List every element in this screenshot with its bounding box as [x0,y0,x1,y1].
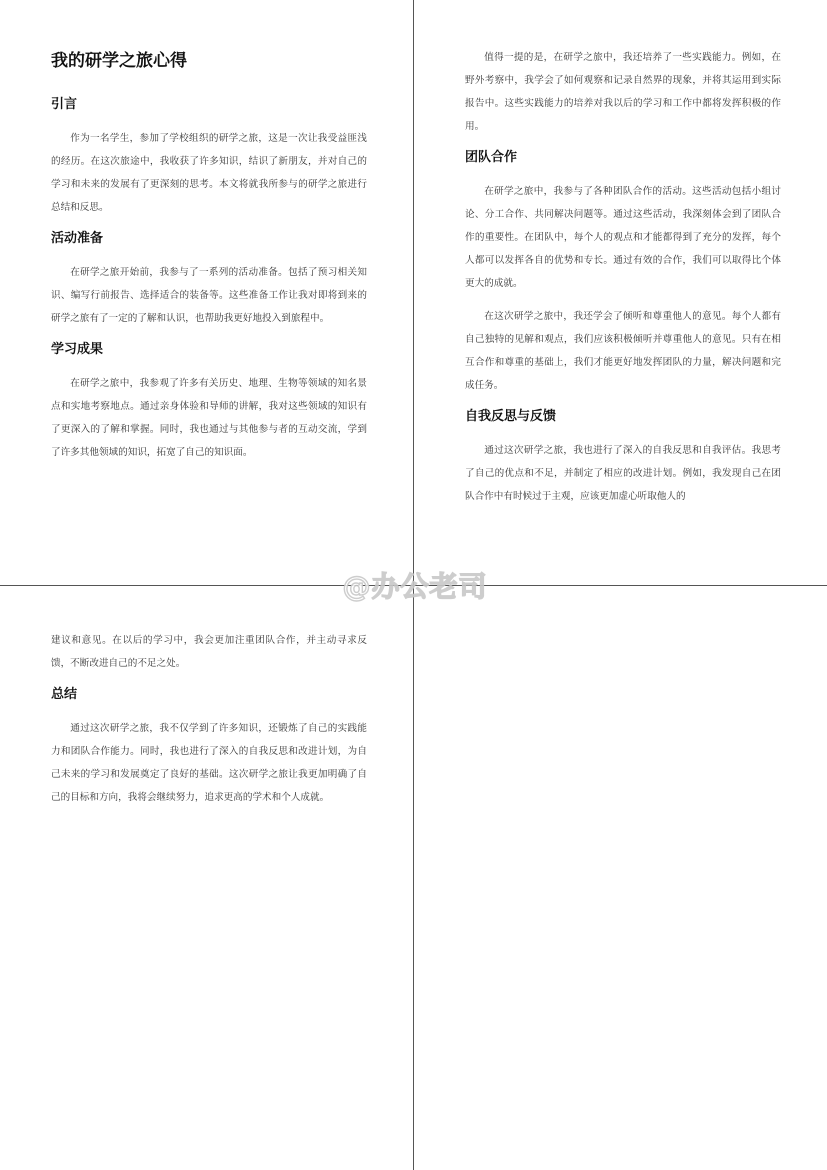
section-heading-teamwork: 团队合作 [465,150,518,165]
page-4-blank [415,587,827,1170]
page-3 [0,587,413,1170]
paragraph-summary-1: 通过这次研学之旅，我不仅学到了许多知识，还锻炼了自己的实践能力和团队合作能力。同时，我也进行了深入的自我反思和改进计划，为自己未来的学习和发展奠定了良好的基础。这次研学之旅让我更加明确了自己的目标和方向，我将会继续努力，追求更高的学术和个人成就。 [51,723,367,803]
paragraph-teamwork-2: 在这次研学之旅中，我还学会了倾听和尊重他人的意见。每个人都有自己独特的见解和观点，我们应该积极倾听并尊重他人的意见。只有在相互合作和尊重的基础上，我们才能更好地发挥团队的力量，解决问题和完成任务。 [465,311,781,391]
section-heading-reflection: 自我反思与反馈 [465,409,557,424]
section-heading-summary: 总结 [51,687,78,702]
page-1 [0,0,413,585]
section-heading-achievements: 学习成果 [51,342,104,357]
paragraph-achievements-1: 在研学之旅中，我参观了许多有关历史、地理、生物等领域的知名景点和实地考察地点。通过亲身体验和导师的讲解，我对这些领域的知识有了更深入的了解和掌握。同时，我也通过与其他参与者的互动交流，学到了许多其他领域的知识，拓宽了自己的知识面。 [51,378,367,458]
paragraph-reflection-continued: 建议和意见。在以后的学习中，我会更加注重团队合作，并主动寻求反馈，不断改进自己的不足之处。 [51,635,367,669]
section-heading-preparation: 活动准备 [51,231,104,246]
paragraph-reflection-1: 通过这次研学之旅，我也进行了深入的自我反思和自我评估。我思考了自己的优点和不足，并制定了相应的改进计划。例如，我发现自己在团队合作中有时候过于主观，应该更加虚心听取他人的 [465,445,781,502]
section-heading-intro: 引言 [51,97,78,112]
watermark: @办公老司 [342,570,488,603]
document-title: 我的研学之旅心得 [51,51,187,71]
page-2 [415,0,827,585]
paragraph-preparation-1: 在研学之旅开始前，我参与了一系列的活动准备。包括了预习相关知识、编写行前报告、选择适合的装备等。这些准备工作让我对即将到来的研学之旅有了一定的了解和认识，也帮助我更好地投入到旅程中。 [51,267,367,324]
paragraph-intro-1: 作为一名学生，参加了学校组织的研学之旅，这是一次让我受益匪浅的经历。在这次旅途中，我收获了许多知识，结识了新朋友，并对自己的学习和未来的发展有了更深刻的思考。本文将就我所参与的研学之旅进行总结和反思。 [51,133,367,213]
paragraph-achievements-2: 值得一提的是，在研学之旅中，我还培养了一些实践能力。例如，在野外考察中，我学会了如何观察和记录自然界的现象，并将其运用到实际报告中。这些实践能力的培养对我以后的学习和工作中都将发挥积极的作用。 [465,52,781,132]
paragraph-teamwork-1: 在研学之旅中，我参与了各种团队合作的活动。这些活动包括小组讨论、分工合作、共同解决问题等。通过这些活动，我深刻体会到了团队合作的重要性。在团队中，每个人的观点和才能都得到了充分的发挥，每个人都可以发挥各自的优势和专长。通过有效的合作，我们可以取得比个体更大的成就。 [465,186,781,289]
